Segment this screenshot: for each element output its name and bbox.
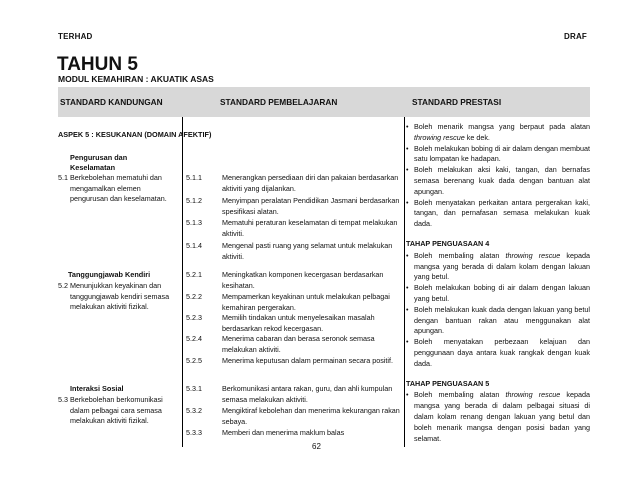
standard-text: Berkebolehan berkomunikasi dalam pelbagai cara semasa melakukan aktiviti fizikal.: [70, 395, 163, 426]
learning-standard-number: 5.1.1: [186, 173, 202, 182]
performance-standards: [406, 122, 590, 444]
standard-number: 5.2: [58, 281, 68, 290]
learning-standard-number: 5.2.4: [186, 334, 202, 343]
standard-number: 5.1: [58, 173, 68, 182]
learning-standard-text: Mempamerkan keyakinan untuk melakukan pelbagai kemahiran pergerakan.: [222, 292, 390, 312]
performance-bullet: • Boleh melakukan aksi kaki, tangan, dan bernafas semasa berenang kuak dada dengan bantuan alat apungan.: [406, 165, 590, 197]
standard-heading: Tanggungjawab Kendiri: [68, 270, 151, 279]
learning-standard-text: Menerima cabaran dan berasa seronok semasa melakukan aktiviti.: [222, 334, 375, 354]
classification-label: TERHAD: [58, 32, 93, 41]
learning-standard-text: Menyimpan peralatan Pendidikan Jasmani berdasarkan spesifikasi alatan.: [222, 196, 400, 216]
standard-heading: Pengurusan dan Keselamatan: [70, 153, 128, 172]
column-divider-1: [182, 117, 183, 447]
learning-standard-text: Memberi dan menerima maklum balas: [222, 428, 345, 437]
learning-standard-number: 5.1.2: [186, 196, 202, 205]
performance-bullet: • Boleh melakukan bobing di air dalam dengan membuat satu lompatan ke hadapan.: [406, 144, 590, 166]
performance-bullet: • Boleh membaling alatan throwing rescue kepada mangsa yang berada di dalam kolam dengan lakuan yang betul.: [406, 251, 590, 283]
learning-standard-text: Berkomunikasi antara rakan, guru, dan ahli kumpulan semasa melakukan aktiviti.: [222, 384, 393, 404]
col-header-kandungan: STANDARD KANDUNGAN: [60, 97, 163, 107]
learning-standard-number: 5.2.2: [186, 292, 202, 301]
col-header-pembelajaran: STANDARD PEMBELAJARAN: [220, 97, 338, 107]
learning-standard-number: 5.1.4: [186, 241, 202, 250]
performance-bullet: • Boleh menyatakan perkaitan antara pergerakan kaki, tangan, dan pernafasan semasa melakukan kuak dada.: [406, 198, 590, 230]
learning-standard-number: 5.2.3: [186, 313, 202, 322]
performance-bullet: • Boleh melakukan kuak dada dengan lakuan yang betul dengan bantuan rakan atau menggunakan alat apungan.: [406, 305, 590, 337]
standard-text: Menunjukkan keyakinan dan tanggungjawab kendiri semasa melakukan aktiviti fizikal.: [70, 281, 170, 312]
column-divider-2: [404, 117, 405, 447]
col-header-prestasi: STANDARD PRESTASI: [412, 97, 502, 107]
page-number: 62: [312, 442, 321, 451]
learning-standard-text: Menerima keputusan dalam permainan secara positif.: [222, 356, 393, 365]
learning-standard-number: 5.2.1: [186, 270, 202, 279]
learning-standard-number: 5.3.1: [186, 384, 202, 393]
learning-standard-text: Meningkatkan komponen kecergasan berdasarkan kesihatan.: [222, 270, 384, 290]
standard-heading: Interaksi Sosial: [70, 384, 124, 393]
learning-standard-text: Mengenal pasti ruang yang selamat untuk melakukan aktiviti.: [222, 241, 393, 261]
module-subtitle: MODUL KEMAHIRAN : AKUATIK ASAS: [58, 74, 214, 84]
page-title: TAHUN 5: [57, 54, 138, 75]
learning-standard-number: 5.1.3: [186, 218, 202, 227]
table-header: [58, 87, 590, 117]
learning-standard-number: 5.2.5: [186, 356, 202, 365]
learning-standard-text: Menerangkan persediaan diri dan pakaian berdasarkan aktiviti yang dijalankan.: [222, 173, 399, 193]
performance-bullet: • Boleh menyatakan perbezaan kelajuan dan penggunaan daya antara kuak rangkak dengan kuak dada.: [406, 337, 590, 369]
draft-label: DRAF: [564, 32, 588, 41]
mastery-level-heading: TAHAP PENGUASAAN 5: [406, 378, 490, 388]
learning-standard-text: Mengiktiraf kebolehan dan menerima kekurangan rakan sebaya.: [222, 406, 400, 426]
performance-bullet: • Boleh melakukan bobing di air dalam dengan lakuan yang betul.: [406, 283, 590, 305]
standard-number: 5.3: [58, 395, 68, 404]
performance-bullet: • Boleh membaling alatan throwing rescue kepada mangsa yang berada di dalam pelbagai situasi di dalam kolam renang dengan lakuan yang betul dan boleh menarik mangsa dengan posisi badan yang selamat.: [406, 390, 590, 444]
standard-text: Berkebolehan mematuhi dan mengamalkan elemen pengurusan dan keselamatan.: [70, 173, 167, 204]
learning-standard-text: Memilih tindakan untuk menyelesaikan masalah berdasarkan rekod kecergasan.: [222, 313, 375, 333]
mastery-level-heading: TAHAP PENGUASAAN 4: [406, 238, 490, 248]
learning-standard-number: 5.3.3: [186, 428, 202, 437]
learning-standard-text: Mematuhi peraturan keselamatan di tempat melakukan aktiviti.: [222, 218, 398, 238]
learning-standard-number: 5.3.2: [186, 406, 202, 415]
aspect-heading: ASPEK 5 : KESUKANAN (DOMAIN AFEKTIF): [58, 130, 212, 139]
performance-bullet: • Boleh menarik mangsa yang berpaut pada alatan throwing rescue ke dek.: [406, 122, 590, 144]
